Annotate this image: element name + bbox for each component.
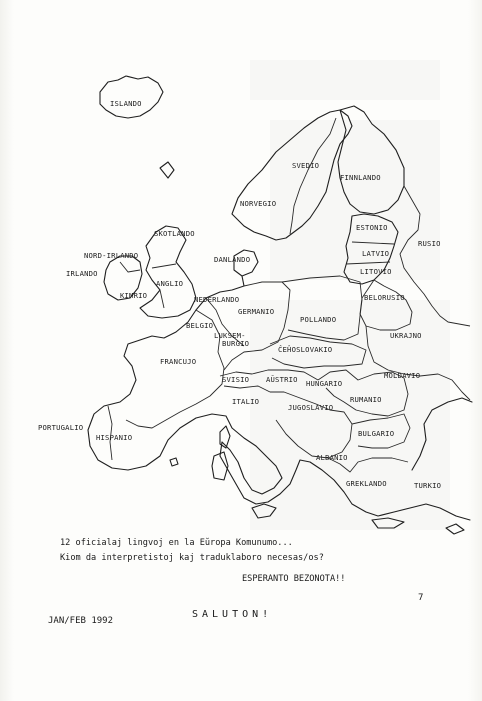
- label-latvio: LATVIO: [362, 249, 390, 258]
- label-ukrajno: UKRAJNO: [390, 331, 422, 340]
- belarus-border: [360, 280, 412, 330]
- magazine-title: SALUTON!: [192, 609, 273, 620]
- italy-border: [224, 386, 270, 392]
- label-nord-irlando: NORD-IRLANDO: [84, 251, 139, 260]
- sicily-outline: [252, 504, 276, 518]
- caption-slogan: ESPERANTO BEZONOTA!!: [242, 574, 346, 584]
- russia-border: [400, 186, 470, 326]
- label-rusio: RUSIO: [418, 239, 441, 248]
- estonia-latvia-border: [352, 242, 394, 244]
- label-germanio: GERMANIO: [238, 307, 275, 316]
- label-turkio: TURKIO: [414, 481, 442, 490]
- norway-sweden-border: [290, 118, 336, 234]
- cyprus-outline: [446, 524, 464, 534]
- label-luksem: LUKSEM-: [214, 331, 246, 340]
- northern-ireland-border: [120, 262, 140, 272]
- label-belorusio: BELORUSIO: [364, 293, 405, 302]
- label-islando: ISLANDO: [110, 99, 142, 108]
- iceland-outline: [100, 76, 163, 118]
- label-belgio: BELGIO: [186, 321, 214, 330]
- label-svisio: SVISIO: [222, 375, 250, 384]
- wales-border: [160, 290, 164, 308]
- label-finnlando: FINNLANDO: [340, 173, 381, 182]
- latvia-lithuania-border: [346, 262, 390, 264]
- great-britain-outline: [140, 226, 196, 318]
- label-francujo: FRANCUJO: [160, 357, 197, 366]
- label-greklando: GREKLANDO: [346, 479, 387, 488]
- label-bulgario: BULGARIO: [358, 429, 395, 438]
- label-italio: ITALIO: [232, 397, 260, 406]
- label-litovio: LITOVIO: [360, 267, 392, 276]
- balearic-outline: [170, 458, 178, 466]
- label-cehoslovakio: ĈEĤOSLOVAKIO: [278, 345, 333, 354]
- label-hispanio: HISPANIO: [96, 433, 133, 442]
- label-albanio: ALBANIO: [316, 453, 348, 462]
- label-irlando: IRLANDO: [66, 269, 98, 278]
- label-svedio: SVEDIO: [292, 161, 320, 170]
- yugoslavia-border: [270, 392, 352, 458]
- label-norvegio: NORVEGIO: [240, 199, 277, 208]
- label-hungario: HUNGARIO: [306, 379, 343, 388]
- page-number: 7: [418, 593, 424, 603]
- finland-outline: [338, 106, 404, 214]
- crete-outline: [372, 518, 404, 528]
- label-jugoslavio: JUGOSLAVIO: [288, 403, 334, 412]
- issue-date: JAN/FEB 1992: [48, 616, 114, 626]
- caption-line-languages: 12 oficialaj lingvoj en la Eŭropa Komunumo...: [60, 538, 293, 548]
- svalbard-fragment: [160, 162, 174, 178]
- label-burgio: BURGIO: [222, 339, 250, 348]
- label-danlando: DANLANDO: [214, 255, 251, 264]
- scotland-border: [152, 264, 176, 268]
- label-portugalio: PORTUGALIO: [38, 423, 84, 432]
- poland-border: [282, 276, 362, 340]
- label-kimrio: KIMRIO: [120, 291, 148, 300]
- black-sea-coast: [412, 398, 472, 470]
- label-rumanio: RUMANIO: [350, 395, 382, 404]
- label-estonio: ESTONIO: [356, 223, 388, 232]
- label-nederlando: NEDERLANDO: [194, 295, 240, 304]
- label-pollando: POLLANDO: [300, 315, 337, 324]
- label-skotlando: SKOTLANDO: [154, 229, 195, 238]
- label-austrio: AŬSTRIO: [266, 375, 298, 384]
- label-anglio: ANGLIO: [156, 279, 184, 288]
- label-moldavio: MOLDAVIO: [384, 371, 421, 380]
- caption-line-interpreters: Kiom da interpretistoj kaj traduklaboro necesas/os?: [60, 553, 324, 563]
